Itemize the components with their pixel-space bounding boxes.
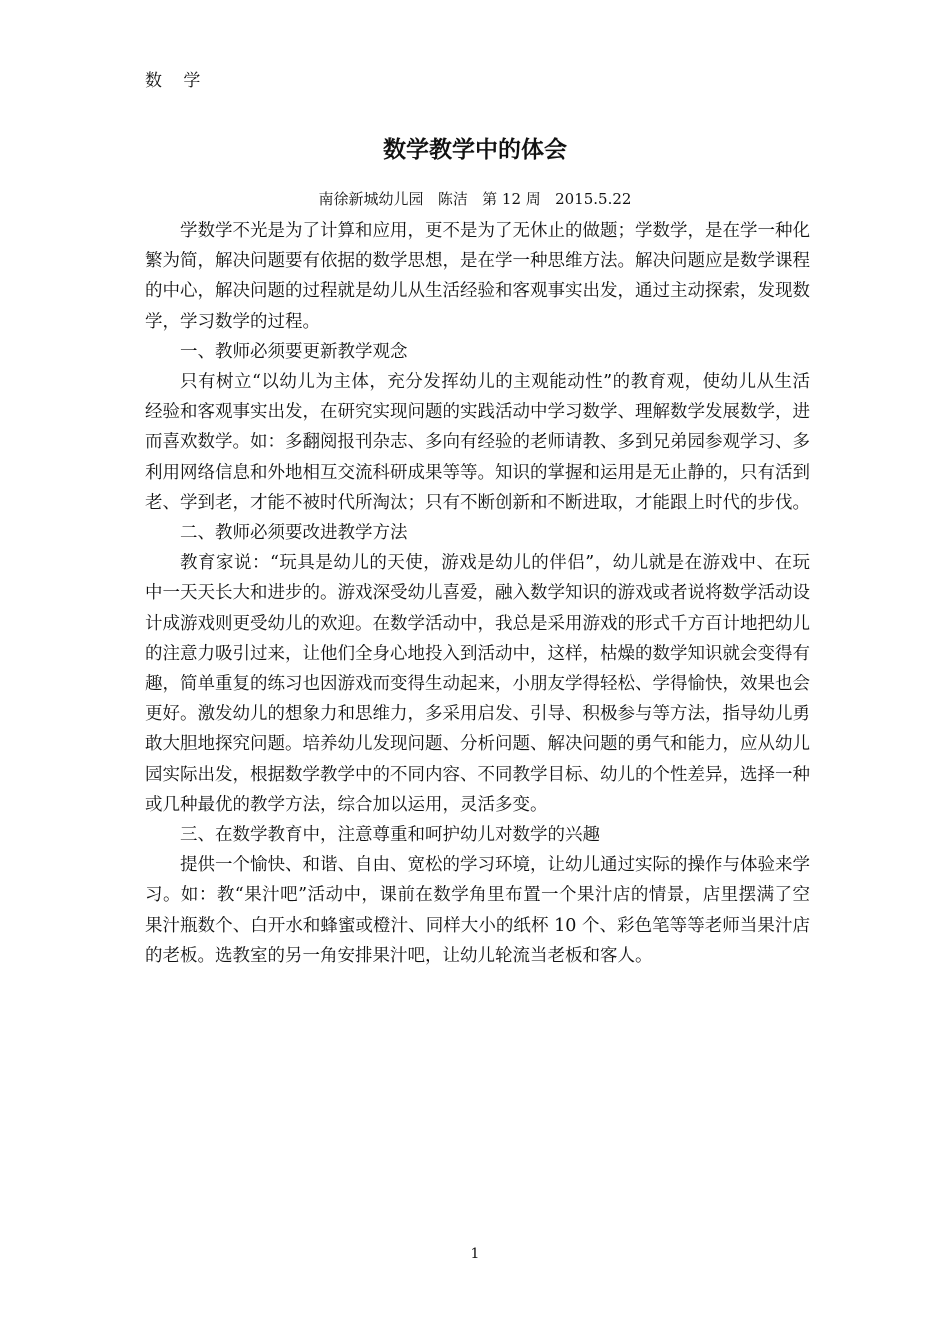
- article-title: 数学教学中的体会: [383, 137, 567, 163]
- subject-header: 数 学: [145, 71, 209, 91]
- section-heading-3: 三、在数学教育中，注意尊重和呵护幼儿对数学的兴趣: [180, 825, 600, 846]
- paragraph-section-3: 提供一个愉快、和谐、自由、宽松的学习环境，让幼儿通过实际的操作与体验来学习。如：教“果汁吧”活动中，课前在数学角里布置一个果汁店的情景，店里摆满了空果汁瓶数个、白开水和蜂蜜或橙汁、同样大小的纸杯 10 个、彩色笔等等老师当果汁店的老板。选教室的另一角安排果汁吧，让幼儿轮流当老板和客人。: [145, 855, 810, 966]
- section-heading-1: 一、教师必须要更新教学观念: [180, 341, 408, 362]
- paragraph-section-2: 教育家说：“玩具是幼儿的天使，游戏是幼儿的伴侣”，幼儿就是在游戏中、在玩中一天天长大和进步的。游戏深受幼儿喜爱，融入数学知识的游戏或者说将数学活动设计成游戏则更受幼儿的欢迎。在数学活动中，我总是采用游戏的形式千方百计地把幼儿的注意力吸引过来，让他们全身心地投入到活动中，这样，枯燥的数学知识就会变得有趣，简单重复的练习也因游戏而变得生动起来，小朋友学得轻松、学得愉快，效果也会更好。激发幼儿的想象力和思维力，多采用启发、引导、积极参与等方法，指导幼儿勇敢大胆地探究问题。培养幼儿发现问题、分析问题、解决问题的勇气和能力，应从幼儿园实际出发，根据数学教学中的不同内容、不同教学目标、幼儿的个性差异，选择一种或几种最优的教学方法，综合加以运用，灵活多变。: [145, 553, 810, 815]
- section-heading-2: 二、教师必须要改进教学方法: [180, 523, 408, 544]
- page-number: 1: [470, 1246, 480, 1262]
- paragraph-intro: 学数学不光是为了计算和应用，更不是为了无休止的做题；学数学，是在学一种化繁为简，解决问题要有依据的数学思想，是在学一种思维方法。解决问题应是数学课程的中心，解决问题的过程就是幼儿从生活经验和客观事实出发，通过主动探索，发现数学，学习数学的过程。: [145, 221, 810, 332]
- article-byline: 南徐新城幼儿园 陈洁 第 12 周 2015.5.22: [318, 190, 632, 208]
- article-body: [145, 216, 810, 971]
- paragraph-section-1: 只有树立“以幼儿为主体，充分发挥幼儿的主观能动性”的教育观，使幼儿从生活经验和客观事实出发，在研究实现问题的实践活动中学习数学、理解数学发展数学，进而喜欢数学。如：多翻阅报刊杂志、多向有经验的老师请教、多到兄弟园参观学习、多利用网络信息和外地相互交流科研成果等等。知识的掌握和运用是无止静的，只有活到老、学到老，才能不被时代所淘汰；只有不断创新和不断进取，才能跟上时代的步伐。: [145, 372, 810, 513]
